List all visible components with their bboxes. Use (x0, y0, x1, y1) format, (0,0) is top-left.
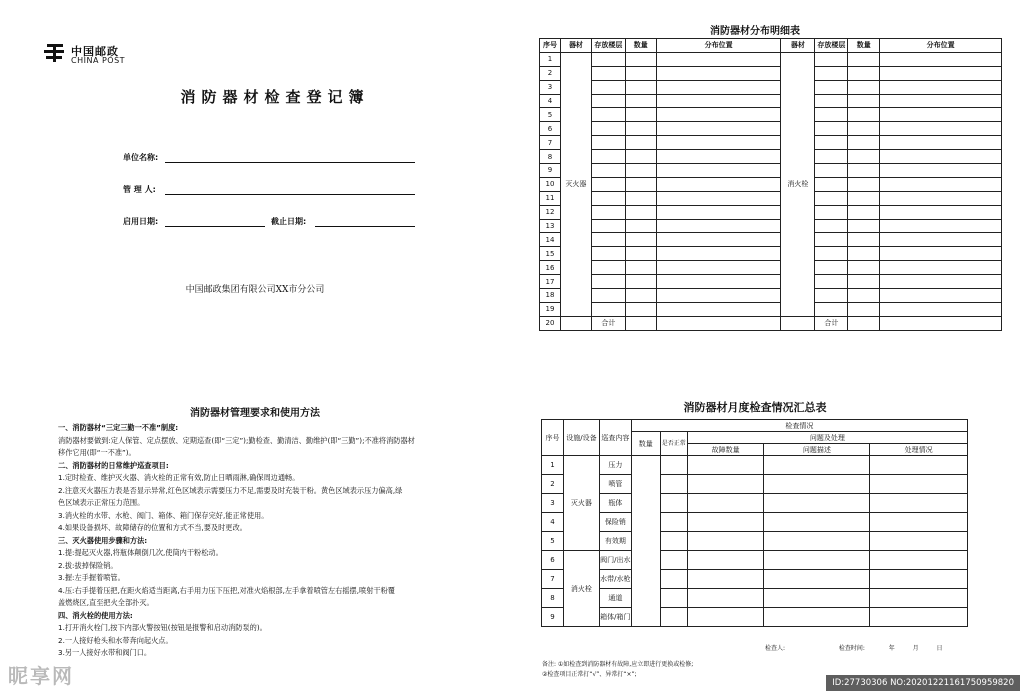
normal-cell[interactable] (660, 608, 687, 627)
floor-cell[interactable] (591, 80, 625, 94)
row-number: 7 (542, 570, 564, 589)
header-desc: 问题描述 (764, 444, 870, 456)
location-cell[interactable] (880, 289, 1002, 303)
dist-header-cell: 数量 (848, 39, 880, 53)
table-row (540, 80, 1002, 94)
header-seq: 序号 (542, 420, 564, 456)
rules-title: 消防器材管理要求和使用方法 (190, 408, 320, 419)
desc-cell[interactable] (764, 570, 870, 589)
table-row (540, 122, 1002, 136)
qty-cell[interactable] (848, 108, 880, 122)
qty-cell[interactable] (625, 136, 656, 150)
inspector-label: 检查人: (765, 645, 786, 652)
qty-cell[interactable] (625, 191, 656, 205)
start-date-label: 启用日期: (123, 217, 159, 226)
floor-cell[interactable] (815, 289, 848, 303)
row-number: 3 (540, 80, 561, 94)
row-number: 19 (540, 302, 561, 316)
row-number: 16 (540, 261, 561, 275)
floor-cell[interactable] (591, 205, 625, 219)
table-row (540, 94, 1002, 108)
floor-cell[interactable] (591, 94, 625, 108)
row-number: 11 (540, 191, 561, 205)
qty-cell[interactable] (625, 233, 656, 247)
note-1: 备注: ①如检查到消防器材有故障,应立即进行更换或检修; (542, 661, 694, 668)
floor-cell[interactable] (815, 261, 848, 275)
qty-cell[interactable] (625, 316, 656, 330)
time-label: 检查时间: (838, 645, 865, 652)
table-row (540, 205, 1002, 219)
desc-cell[interactable] (764, 494, 870, 513)
month-label: 月 (912, 645, 919, 652)
qty-cell[interactable] (848, 205, 880, 219)
qty-cell[interactable] (848, 191, 880, 205)
floor-cell[interactable] (591, 164, 625, 178)
check-content: 箱体/箱门 (599, 608, 631, 627)
check-content: 有效期 (599, 532, 631, 551)
qty-cell[interactable] (631, 456, 660, 627)
floor-cell[interactable] (591, 150, 625, 164)
check-content: 保险销 (599, 513, 631, 532)
qty-cell[interactable] (625, 108, 656, 122)
rules-line: 1.定时检查、维护灭火器、消火栓的正常有效,防止日晒雨淋,确保周边通畅。 (58, 473, 300, 482)
right-total-label: 合计 (815, 316, 848, 330)
row-number: 8 (540, 150, 561, 164)
fault-qty-cell[interactable] (687, 513, 764, 532)
floor-cell[interactable] (591, 108, 625, 122)
location-cell[interactable] (880, 302, 1002, 316)
location-cell[interactable] (656, 122, 781, 136)
rules-line: 4.压:右手提着压把,在距火焰适当距离,右手用力压下压把,对准火焰根部,左手拿着喷管左右摇摆,喷射干粉覆 (58, 585, 395, 595)
qty-cell[interactable] (625, 261, 656, 275)
fault-qty-cell[interactable] (687, 608, 764, 627)
row-number: 17 (540, 275, 561, 289)
table-row (540, 164, 1002, 178)
location-cell[interactable] (656, 261, 781, 275)
row-number: 4 (540, 94, 561, 108)
check-content: 喷管 (599, 475, 631, 494)
qty-cell[interactable] (625, 80, 656, 94)
location-cell[interactable] (880, 80, 1002, 94)
table-row (540, 150, 1002, 164)
rules-line: 3.另一人接好水带和阀门口。 (58, 648, 152, 657)
rules-line: 4.如果设备损坏、故障储存的位置和方式不当,要及时更改。 (58, 523, 247, 532)
location-cell[interactable] (880, 275, 1002, 289)
row-number: 14 (540, 233, 561, 247)
location-cell[interactable] (880, 52, 1002, 66)
dist-header-cell: 器材 (560, 39, 591, 53)
rules-line: 移作它用(即“一不准”)。 (58, 448, 136, 457)
handle-cell[interactable] (870, 570, 968, 589)
right-item-blank (781, 316, 815, 330)
location-cell[interactable] (656, 66, 781, 80)
floor-cell[interactable] (815, 94, 848, 108)
row-number: 4 (542, 513, 564, 532)
qty-cell[interactable] (625, 164, 656, 178)
qty-cell[interactable] (625, 177, 656, 191)
location-cell[interactable] (656, 289, 781, 303)
qty-cell[interactable] (625, 275, 656, 289)
table-row (542, 475, 968, 494)
qty-cell[interactable] (848, 316, 880, 330)
floor-cell[interactable] (815, 122, 848, 136)
location-cell[interactable] (656, 191, 781, 205)
day-label: 日 (936, 645, 943, 652)
floor-cell[interactable] (815, 205, 848, 219)
location-cell[interactable] (656, 205, 781, 219)
location-cell[interactable] (880, 164, 1002, 178)
floor-cell[interactable] (591, 261, 625, 275)
floor-cell[interactable] (815, 191, 848, 205)
row-number: 1 (542, 456, 564, 475)
rules-heading: 三、灭火器使用步骤和方法: (58, 535, 148, 545)
monthly-summary-table (541, 419, 968, 627)
rules-line: 3.握:左手握着喷管。 (58, 573, 125, 582)
qty-cell[interactable] (848, 66, 880, 80)
qty-cell[interactable] (848, 122, 880, 136)
distribution-table (539, 38, 1002, 331)
dist-header-cell: 序号 (540, 39, 561, 53)
qty-cell[interactable] (625, 52, 656, 66)
rules-line: 3.消火栓的水带、水枪、阀门、箱体、箱门保存完好,能正常使用。 (58, 510, 269, 520)
qty-cell[interactable] (848, 136, 880, 150)
normal-cell[interactable] (660, 532, 687, 551)
china-post-logo (44, 40, 164, 70)
qty-cell[interactable] (848, 164, 880, 178)
qty-cell[interactable] (625, 150, 656, 164)
location-cell[interactable] (880, 66, 1002, 80)
header-problem: 问题及处理 (687, 432, 967, 444)
table-row (540, 275, 1002, 289)
floor-cell[interactable] (815, 66, 848, 80)
floor-cell[interactable] (815, 219, 848, 233)
desc-cell[interactable] (764, 475, 870, 494)
row-number: 9 (540, 164, 561, 178)
dist-header-cell: 存放楼层 (815, 39, 848, 53)
handle-cell[interactable] (870, 456, 968, 475)
unit-name-label: 单位名称: (123, 153, 159, 162)
desc-cell[interactable] (764, 532, 870, 551)
location-cell[interactable] (880, 94, 1002, 108)
location-cell[interactable] (656, 247, 781, 261)
normal-cell[interactable] (660, 551, 687, 570)
header-normal: 是否正常 (660, 432, 687, 456)
table-row (542, 532, 968, 551)
location-cell[interactable] (656, 316, 781, 330)
desc-cell[interactable] (764, 589, 870, 608)
handle-cell[interactable] (870, 494, 968, 513)
desc-cell[interactable] (764, 513, 870, 532)
qty-cell[interactable] (848, 233, 880, 247)
left-item-blank (560, 316, 591, 330)
normal-cell[interactable] (660, 456, 687, 475)
location-cell[interactable] (656, 108, 781, 122)
qty-cell[interactable] (848, 289, 880, 303)
company-name: 中国邮政集团有限公司XX市分公司 (185, 285, 325, 295)
unit-name-line[interactable] (165, 162, 415, 163)
notes (542, 660, 693, 680)
location-cell[interactable] (880, 261, 1002, 275)
header-check: 检查情况 (631, 420, 967, 432)
location-cell[interactable] (880, 150, 1002, 164)
qty-cell[interactable] (848, 150, 880, 164)
location-cell[interactable] (656, 164, 781, 178)
location-cell[interactable] (656, 275, 781, 289)
qty-cell[interactable] (848, 261, 880, 275)
location-cell[interactable] (656, 150, 781, 164)
fault-qty-cell[interactable] (687, 589, 764, 608)
fault-qty-cell[interactable] (687, 494, 764, 513)
handle-cell[interactable] (870, 513, 968, 532)
row-number: 13 (540, 219, 561, 233)
manager-line[interactable] (165, 194, 415, 195)
floor-cell[interactable] (591, 122, 625, 136)
normal-cell[interactable] (660, 570, 687, 589)
row-number: 5 (542, 532, 564, 551)
location-cell[interactable] (880, 108, 1002, 122)
qty-cell[interactable] (848, 80, 880, 94)
rules-line: 盖燃烧区,直至把火全部扑灭。 (58, 598, 154, 607)
location-cell[interactable] (880, 191, 1002, 205)
floor-cell[interactable] (591, 66, 625, 80)
floor-cell[interactable] (591, 275, 625, 289)
fault-qty-cell[interactable] (687, 570, 764, 589)
floor-cell[interactable] (815, 52, 848, 66)
qty-cell[interactable] (848, 219, 880, 233)
floor-cell[interactable] (591, 136, 625, 150)
floor-cell[interactable] (591, 233, 625, 247)
qty-cell[interactable] (625, 94, 656, 108)
table-row (540, 219, 1002, 233)
location-cell[interactable] (656, 52, 781, 66)
floor-cell[interactable] (591, 219, 625, 233)
rules-heading: 一、消防器材“三定三勤一不准”制度: (58, 423, 179, 432)
desc-cell[interactable] (764, 551, 870, 570)
dist-header-cell: 数量 (625, 39, 656, 53)
watermark-logo: 昵享网 (8, 664, 74, 688)
check-content: 阀门/出水 (599, 551, 631, 570)
floor-cell[interactable] (591, 289, 625, 303)
end-date-line[interactable] (315, 226, 415, 227)
floor-cell[interactable] (815, 177, 848, 191)
row-number: 12 (540, 205, 561, 219)
right-item-cell: 消火栓 (781, 52, 815, 316)
row-number: 18 (540, 289, 561, 303)
handle-cell[interactable] (870, 475, 968, 494)
left-total-label: 合计 (591, 316, 625, 330)
table-row (540, 108, 1002, 122)
left-item-cell: 灭火器 (560, 52, 591, 316)
qty-cell[interactable] (848, 94, 880, 108)
row-number: 6 (542, 551, 564, 570)
table-row (540, 247, 1002, 261)
qty-cell[interactable] (848, 52, 880, 66)
normal-cell[interactable] (660, 475, 687, 494)
floor-cell[interactable] (815, 150, 848, 164)
header-qty: 数量 (631, 432, 660, 456)
group-hydrant: 消火栓 (563, 551, 599, 627)
rules-line: 色区域表示正常压力范围。 (58, 498, 145, 507)
desc-cell[interactable] (764, 608, 870, 627)
rules-line: 2.一人接好枪头和水带奔向起火点。 (58, 635, 173, 645)
handle-cell[interactable] (870, 608, 968, 627)
qty-cell[interactable] (625, 219, 656, 233)
location-cell[interactable] (880, 205, 1002, 219)
table-row (542, 494, 968, 513)
location-cell[interactable] (656, 219, 781, 233)
floor-cell[interactable] (591, 191, 625, 205)
fault-qty-cell[interactable] (687, 532, 764, 551)
rules-heading: 二、消防器材的日常维护巡查项目: (58, 460, 169, 470)
row-number: 7 (540, 136, 561, 150)
table-row (542, 570, 968, 589)
year-label: 年 (888, 645, 895, 652)
row-number: 10 (540, 177, 561, 191)
check-content: 瓶体 (599, 494, 631, 513)
dist-header-cell: 器材 (781, 39, 815, 53)
fault-qty-cell[interactable] (687, 475, 764, 494)
rules-line: 消防器材要做到:定人保管、定点摆放、定期巡查(即“三定”);勤检查、勤清洁、勤维护(即“三勤”);不准将消防器材 (58, 435, 415, 445)
floor-cell[interactable] (591, 247, 625, 261)
header-device: 设施/设备 (563, 420, 599, 456)
table-row (540, 66, 1002, 80)
table-row (542, 513, 968, 532)
check-content: 压力 (599, 456, 631, 475)
table-row (542, 551, 968, 570)
normal-cell[interactable] (660, 513, 687, 532)
location-cell[interactable] (880, 247, 1002, 261)
manager-label: 管 理 人: (123, 185, 156, 194)
end-date-label: 截止日期: (271, 217, 307, 226)
row-number: 5 (540, 108, 561, 122)
table-row (540, 316, 1002, 330)
qty-cell[interactable] (848, 247, 880, 261)
dist-header-cell: 分布位置 (656, 39, 781, 53)
location-cell[interactable] (880, 219, 1002, 233)
fault-qty-cell[interactable] (687, 456, 764, 475)
fault-qty-cell[interactable] (687, 551, 764, 570)
row-number: 1 (540, 52, 561, 66)
row-number: 9 (542, 608, 564, 627)
table-row (540, 191, 1002, 205)
header-fault-qty: 故障数量 (687, 444, 764, 456)
location-cell[interactable] (656, 80, 781, 94)
table-row (542, 456, 968, 475)
handle-cell[interactable] (870, 589, 968, 608)
floor-cell[interactable] (591, 52, 625, 66)
signature-row (765, 643, 942, 652)
qty-cell[interactable] (848, 275, 880, 289)
rules-line: 2.注意灭火器压力表是否显示异常,红色区域表示需要压力不足,需要及时充装干粉。黄色区域表示压力偏高,绿 (58, 485, 403, 495)
cover-title: 消防器材检查登记簿 (180, 88, 370, 106)
location-cell[interactable] (880, 136, 1002, 150)
floor-cell[interactable] (815, 302, 848, 316)
qty-cell[interactable] (625, 205, 656, 219)
table-row (540, 233, 1002, 247)
china-post-emblem-icon (44, 42, 66, 64)
note-2: ②检查项目正常打“√”、异常打“×”; (542, 671, 637, 678)
location-cell[interactable] (656, 302, 781, 316)
dist-header-cell: 分布位置 (880, 39, 1002, 53)
floor-cell[interactable] (815, 164, 848, 178)
rules-body (58, 422, 486, 660)
row-number: 20 (540, 316, 561, 330)
rules-line: 1.提:提起灭火器,将瓶体颠倒几次,使筒内干粉松动。 (58, 548, 223, 557)
rules-heading: 四、消火栓的使用方法: (58, 610, 133, 620)
floor-cell[interactable] (815, 136, 848, 150)
location-cell[interactable] (656, 233, 781, 247)
table-row (542, 608, 968, 627)
row-number: 15 (540, 247, 561, 261)
floor-cell[interactable] (815, 275, 848, 289)
floor-cell[interactable] (591, 177, 625, 191)
check-content: 通道 (599, 589, 631, 608)
location-cell[interactable] (656, 136, 781, 150)
row-number: 2 (540, 66, 561, 80)
floor-cell[interactable] (815, 247, 848, 261)
rules-line: 2.拔:拔掉保险销。 (58, 560, 118, 570)
row-number: 2 (542, 475, 564, 494)
table-row (540, 302, 1002, 316)
table-row (540, 289, 1002, 303)
handle-cell[interactable] (870, 551, 968, 570)
normal-cell[interactable] (660, 589, 687, 608)
qty-cell[interactable] (625, 247, 656, 261)
qty-cell[interactable] (625, 66, 656, 80)
rules-line: 1.打开消火栓门,按下内部火警按钮(按钮是报警和启动消防泵的)。 (58, 623, 267, 632)
dist-header-cell: 存放楼层 (591, 39, 625, 53)
location-cell[interactable] (656, 94, 781, 108)
floor-cell[interactable] (815, 108, 848, 122)
table-row (540, 261, 1002, 275)
logo-chinese: 中国邮政 (71, 45, 119, 58)
row-number: 3 (542, 494, 564, 513)
qty-cell[interactable] (625, 302, 656, 316)
watermark-id: ID:27730306 NO:20201221161750959820 (826, 675, 1020, 691)
group-extinguisher: 灭火器 (563, 456, 599, 551)
location-cell[interactable] (880, 233, 1002, 247)
table-row (542, 589, 968, 608)
desc-cell[interactable] (764, 456, 870, 475)
qty-cell[interactable] (848, 177, 880, 191)
header-handle: 处理情况 (870, 444, 968, 456)
monthly-title: 消防器材月度检查情况汇总表 (683, 401, 827, 414)
table-row (540, 177, 1002, 191)
location-cell[interactable] (880, 177, 1002, 191)
floor-cell[interactable] (815, 80, 848, 94)
qty-cell[interactable] (625, 289, 656, 303)
table-row (540, 52, 1002, 66)
location-cell[interactable] (880, 122, 1002, 136)
location-cell[interactable] (880, 316, 1002, 330)
floor-cell[interactable] (591, 302, 625, 316)
table-row (540, 136, 1002, 150)
header-content: 巡查内容 (599, 420, 631, 456)
qty-cell[interactable] (848, 302, 880, 316)
row-number: 8 (542, 589, 564, 608)
normal-cell[interactable] (660, 494, 687, 513)
check-content: 水带/水枪 (599, 570, 631, 589)
row-number: 6 (540, 122, 561, 136)
floor-cell[interactable] (815, 233, 848, 247)
handle-cell[interactable] (870, 532, 968, 551)
start-date-line[interactable] (165, 226, 265, 227)
distribution-title: 消防器材分布明细表 (710, 26, 800, 37)
logo-english: CHINA POST (71, 56, 126, 65)
location-cell[interactable] (656, 177, 781, 191)
qty-cell[interactable] (625, 122, 656, 136)
